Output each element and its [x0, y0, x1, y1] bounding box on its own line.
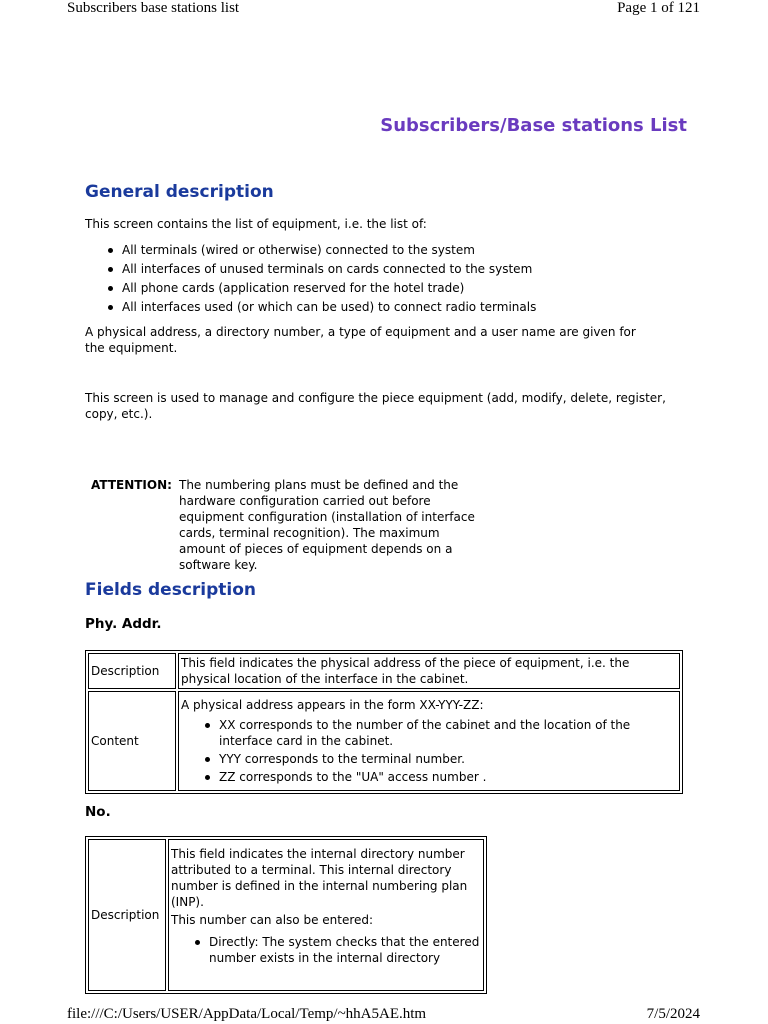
content-intro: A physical address appears in the form XX-YYY-ZZ: — [181, 698, 484, 712]
phy-addr-table — [85, 650, 683, 794]
list-item: All phone cards (application reserved for the hotel trade) — [122, 280, 536, 299]
physical-address-paragraph: A physical address, a directory number, a type of equipment and a user name are given for the equipment. — [85, 325, 636, 355]
general-intro: This screen contains the list of equipment, i.e. the list of: — [85, 217, 427, 231]
list-item: YYY corresponds to the terminal number. — [219, 751, 677, 767]
table-label-cell: Content — [88, 691, 176, 791]
no-entry-list — [171, 934, 481, 966]
list-item: ZZ corresponds to the "UA" access number . — [219, 769, 677, 785]
phy-addr-heading: Phy. Addr. — [85, 616, 162, 632]
table-value-cell: This field indicates the physical address of the piece of equipment, i.e. the physical location of the interface in the cabinet. — [178, 653, 680, 689]
general-description-heading: General description — [85, 182, 274, 202]
no-table-viewport — [85, 836, 487, 965]
fields-description-heading: Fields description — [85, 580, 257, 600]
attention-text: The numbering plans must be defined and the hardware configuration carried out before equipment configuration (installation of interface cards, terminal recognition). The maximum amount of pieces of equipment depends on a software key. — [179, 478, 475, 572]
screen-usage-paragraph: This screen is used to manage and configure the piece equipment (add, modify, delete, register, copy, etc.). — [85, 391, 666, 421]
list-item: All interfaces used (or which can be used) to connect radio terminals — [122, 299, 536, 318]
table-row — [88, 691, 680, 791]
list-item: XX corresponds to the number of the cabinet and the location of the interface card in the cabinet. — [219, 717, 677, 749]
print-footer — [67, 1006, 700, 1023]
attention-label: ATTENTION: — [91, 478, 172, 492]
attention-note — [91, 477, 479, 573]
no-description-text: This field indicates the internal directory number attributed to a terminal. This internal directory number is defined in the internal numbering plan (INP). — [171, 847, 468, 909]
list-item: All terminals (wired or otherwise) connected to the system — [122, 242, 536, 261]
no-also-text: This number can also be entered: — [171, 913, 374, 927]
table-value-cell — [168, 839, 484, 991]
list-item: All interfaces of unused terminals on cards connected to the system — [122, 261, 536, 280]
print-footer-date: 7/5/2024 — [646, 1006, 700, 1022]
table-value-cell — [178, 691, 680, 791]
print-header-page: Page 1 of 121 — [617, 0, 700, 16]
content-list — [181, 717, 677, 785]
list-item: Directly: The system checks that the entered number exists in the internal directory — [209, 935, 480, 965]
table-row — [88, 839, 484, 991]
no-heading: No. — [85, 804, 111, 820]
table-row — [88, 653, 680, 689]
table-label-cell: Description — [88, 839, 166, 991]
table-label-cell: Description — [88, 653, 176, 689]
equipment-list — [85, 242, 536, 318]
page-title: Subscribers/Base stations List — [380, 115, 687, 136]
print-header-title: Subscribers base stations list — [67, 0, 240, 16]
no-table — [85, 836, 487, 994]
print-footer-path: file:///C:/Users/USER/AppData/Local/Temp/~hhA5AE.htm — [67, 1006, 427, 1022]
print-header — [67, 0, 700, 17]
